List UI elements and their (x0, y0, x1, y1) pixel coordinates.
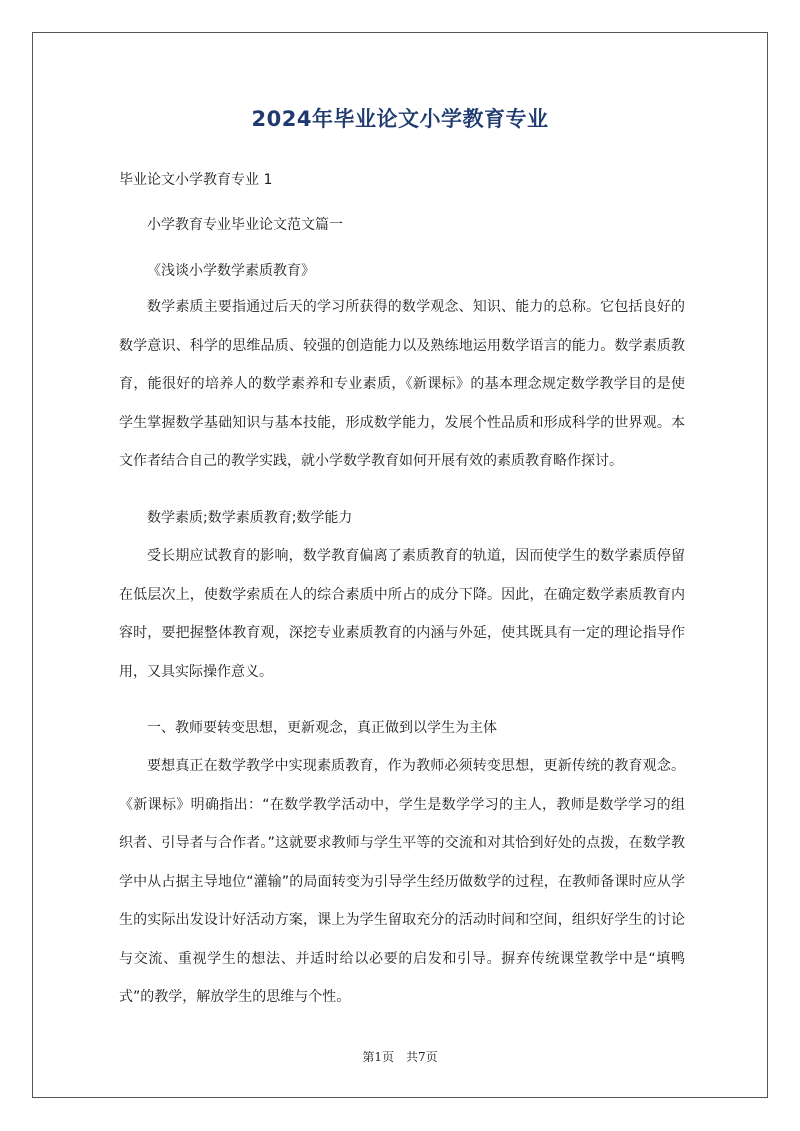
document-title: 2024年毕业论文小学教育专业 (251, 107, 549, 131)
paragraph-background: 受长期应试教育的影响，数学教育偏离了素质教育的轨道，因而使学生的数学素质停留在低层次上，使数学索质在人的综合素质中所占的成分下降。因此，在确定数学素质教育内容时，要把握整体教育观，深挖专业素质教育的内涵与外延，使其既具有一定的理论指导作用，又具实际操作意义。 (119, 548, 685, 680)
essay-title: 《浅谈小学数学素质教育》 (147, 263, 315, 279)
sample-heading: 小学教育专业毕业论文范文篇一 (147, 217, 343, 233)
page-footer: 第1页 共7页 (362, 1050, 438, 1064)
paragraph-section-one-heading: 一、教师要转变思想，更新观念，真正做到以学生为主体 (147, 720, 497, 736)
section-heading: 毕业论文小学教育专业 1 (119, 172, 273, 188)
paragraph-intro: 数学素质主要指通过后天的学习所获得的数学观念、知识、能力的总称。它包括良好的数学意识、科学的思维品质、较强的创造能力以及熟练地运用数学语言的能力。数学素质教育，能很好的培养人的数学素养和专业素质，《新课标》的基本理念规定数学教学目的是使学生掌握数学基础知识与基本技能，形成数学能力，发展个性品质和形成科学的世界观。本文作者结合自己的教学实践，就小学数学教育如何开展有效的素质教育略作探讨。 (119, 299, 685, 469)
paragraph-section-one-body: 要想真正在数学教学中实现素质教育，作为教师必须转变思想，更新传统的教育观念。《新课标》明确指出：“在数学教学活动中，学生是数学学习的主人，教师是数学学习的组织者、引导者与合作者。”这就要求教师与学生平等的交流和对其恰到好处的点拨，在数学教学中从占据主导地位“灌输”的局面转变为引导学生经历做数学的过程，在教师备课时应从学生的实际出发设计好活动方案，课上为学生留取充分的活动时间和空间，组织好学生的讨论与交流、重视学生的想法、并适时给以必要的启发和引导。摒弃传统课堂教学中是“填鸭式”的教学，解放学生的思维与个性。 (119, 758, 685, 1005)
paragraph-keywords: 数学素质;数学素质教育;数学能力 (147, 510, 353, 526)
